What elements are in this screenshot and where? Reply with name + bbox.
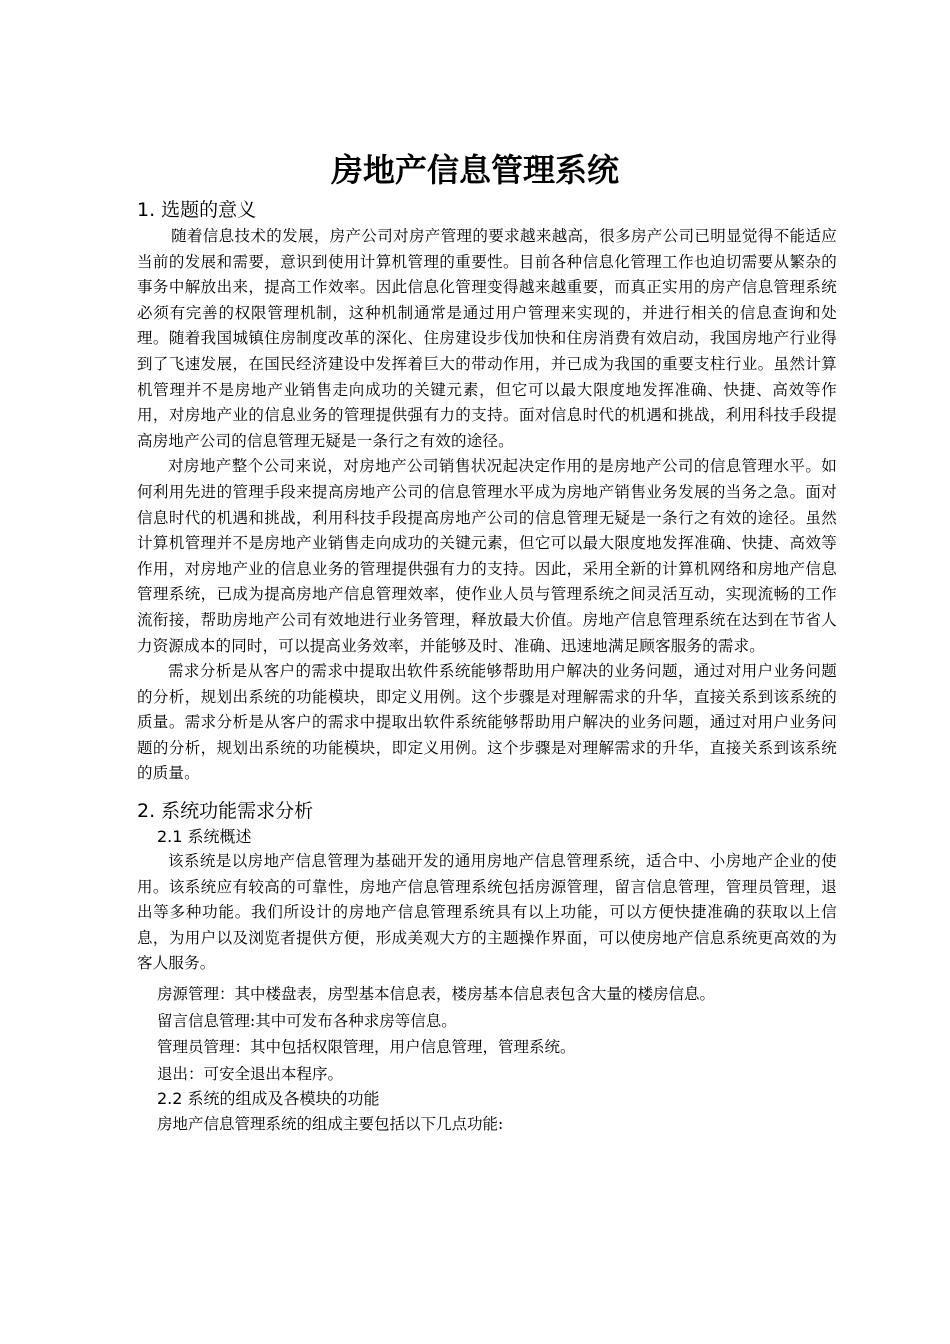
feature-item-messages: 留言信息管理:其中可发布各种求房等信息。 (157, 1011, 457, 1030)
feature-item-housing: 房源管理：其中楼盘表，房型基本信息表，楼房基本信息表包含大量的楼房信息。 (157, 985, 716, 1004)
feature-item-exit: 退出：可安全退出本程序。 (157, 1064, 344, 1083)
subsection-2-1-paragraph: 该系统是以房地产信息管理为基础开发的通用房地产信息管理系统，适合中、小房地产企业的使用。该系统应有较高的可靠性，房地产信息管理系统包括房源管理，留言信息管理，管理员管理，退出等多种功能。我们所设计的房地产信息管理系统具有以上功能，可以方便快捷准确的获取以上信息，为用户以及浏览者提供方便，形成美观大方的主题操作界面，可以使房地产信息系统更高效的为客人服务。 (137, 852, 837, 973)
feature-item-admin: 管理员管理：其中包括权限管理，用户信息管理，管理系统。 (157, 1038, 576, 1057)
section-spacer (137, 787, 837, 797)
section-1-paragraph-1: 随着信息技术的发展，房产公司对房产管理的要求越来越高，很多房产公司已明显觉得不能适应当前的发展和需要，意识到使用计算机管理的重要性。目前各种信息化管理工作也迫切需要从繁杂的事务中解放出来，提高工作效率。因此信息化管理变得越来越重要，而真正实用的房产信息管理系统必须有完善的权限管理机制，这种机制通常是通过用户管理来实现的，并进行相关的信息查询和处理。随着我国城镇住房制度改革的深化、住房建设步伐加快和住房消费有效启动，我国房地产行业得到了飞速发展，在国民经济建设中发挥着巨大的带动作用，并已成为我国的重要支柱行业。虽然计算机管理并不是房地产业销售走向成功的关键元素，但它可以最大限度地发挥准确、快捷、高效等作用，对房地产业的信息业务的管理提供强有力的支持。面对信息时代的机遇和挑战，利用科技手段提高房地产公司的信息管理无疑是一条行之有效的途径。 (137, 227, 837, 450)
section-1-paragraph-2: 对房地产整个公司来说，对房地产公司销售状况起决定作用的是房地产公司的信息管理水平。如何利用先进的管理手段来提高房地产公司的信息管理水平成为房地产销售业务发展的当务之急。面对信息时代的机遇和挑战，利用科技手段提高房地产公司的信息管理无疑是一条行之有效的途径。虽然计算机管理并不是房地产业销售走向成功的关键元素，但它可以最大限度地发挥准确、快捷、高效等作用，对房地产业的信息业务的管理提供强有力的支持。因此，采用全新的计算机网络和房地产信息管理系统，已成为提高房地产信息管理效率，使作业人员与管理系统之间灵活互动，实现流畅的工作流衔接，帮助房地产公司有效地进行业务管理，释放最大价值。房地产信息管理系统在达到在节省人力资源成本的同时，可以提高业务效率，并能够及时、准确、迅速地满足顾客服务的需求。 (137, 457, 837, 655)
subsection-2-2-intro: 房地产信息管理系统的组成主要包括以下几点功能: (157, 1115, 504, 1134)
subsection-2-1-heading: 2.1 系统概述 (157, 827, 252, 847)
section-1-heading: 1. 选题的意义 (137, 199, 257, 221)
document-title: 房地产信息管理系统 (330, 151, 619, 189)
section-2-heading: 2. 系统功能需求分析 (137, 800, 314, 823)
subsection-2-2-heading: 2.2 系统的组成及各模块的功能 (157, 1089, 380, 1109)
section-1-paragraph-3: 需求分析是从客户的需求中提取出软件系统能够帮助用户解决的业务问题，通过对用户业务问题的分析，规划出系统的功能模块，即定义用例。这个步骤是对理解需求的升华，直接关系到该系统的质量。需求分析是从客户的需求中提取出软件系统能够帮助用户解决的业务问题，通过对用户业务问题的分析，规划出系统的功能模块，即定义用例。这个步骤是对理解需求的升华，直接关系到该系统的质量。 (137, 662, 837, 783)
document-body (137, 196, 837, 1138)
